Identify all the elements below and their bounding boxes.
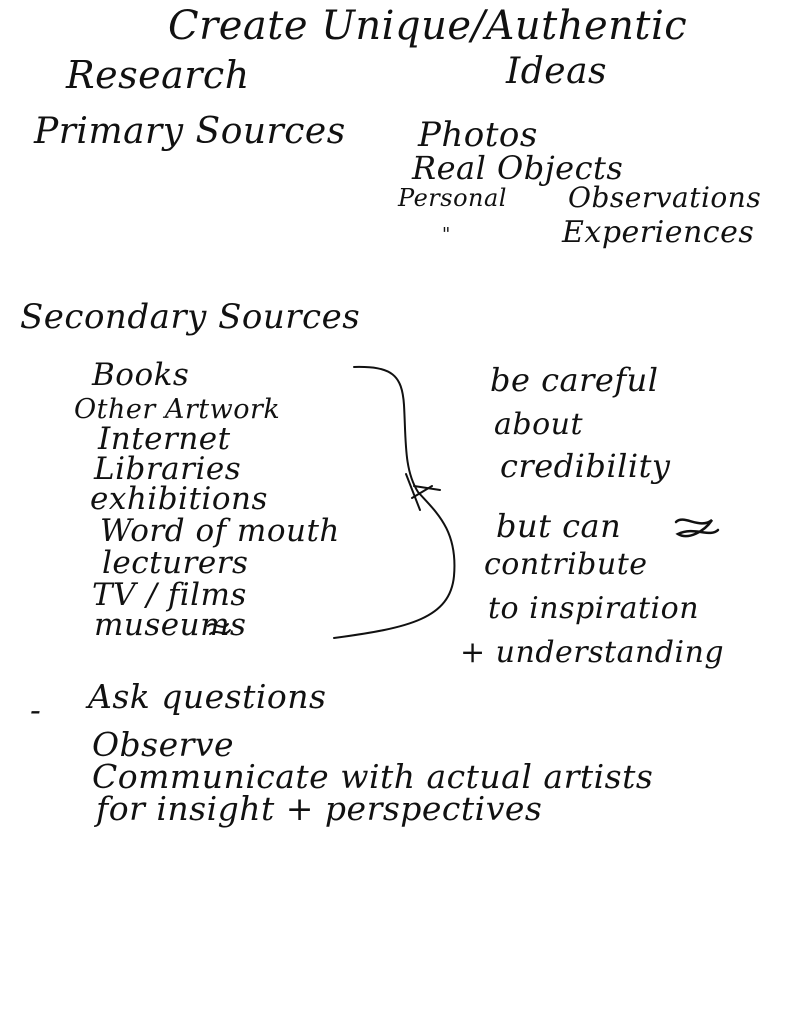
bottom-list-item: Ask questions — [88, 677, 327, 716]
note-line: contribute — [484, 547, 648, 582]
bottom-list-item: Communicate with actual artists — [92, 757, 654, 796]
primary-item-personal: Personal — [398, 184, 507, 212]
primary-item-photos: Photos — [418, 115, 538, 155]
secondary-item: Word of mouth — [100, 513, 340, 549]
secondary-item: Internet — [98, 421, 231, 457]
secondary-item: Other Artwork — [74, 394, 281, 425]
note-line: + understanding — [460, 635, 725, 670]
primary-sources-heading: Primary Sources — [34, 111, 346, 152]
secondary-item: TV / films — [92, 577, 247, 613]
primary-item-experiences: Experiences — [562, 215, 755, 250]
primary-item-observations: Observations — [568, 181, 762, 214]
note-line: credibility — [500, 447, 671, 485]
title-line-1: Create Unique/Authentic — [168, 3, 688, 49]
bottom-list-item: for insight + perspectives — [96, 789, 543, 828]
secondary-item: Books — [92, 357, 190, 393]
list-dash: - — [30, 691, 42, 729]
primary-item-real-objects: Real Objects — [412, 149, 624, 187]
ditto-mark: " — [442, 224, 451, 245]
note-line: about — [494, 407, 584, 442]
note-line: but can — [496, 507, 622, 545]
note-line: be careful — [490, 361, 659, 399]
secondary-item: lecturers — [102, 545, 249, 581]
title-line-2: Ideas — [506, 51, 608, 92]
secondary-item: museums — [94, 607, 247, 643]
secondary-item: exhibitions — [90, 481, 268, 517]
secondary-item: Libraries — [94, 451, 242, 487]
bottom-list-item: Observe — [92, 725, 235, 764]
secondary-sources-heading: Secondary Sources — [20, 297, 361, 337]
research-heading: Research — [66, 53, 250, 97]
note-line: to inspiration — [488, 591, 700, 626]
